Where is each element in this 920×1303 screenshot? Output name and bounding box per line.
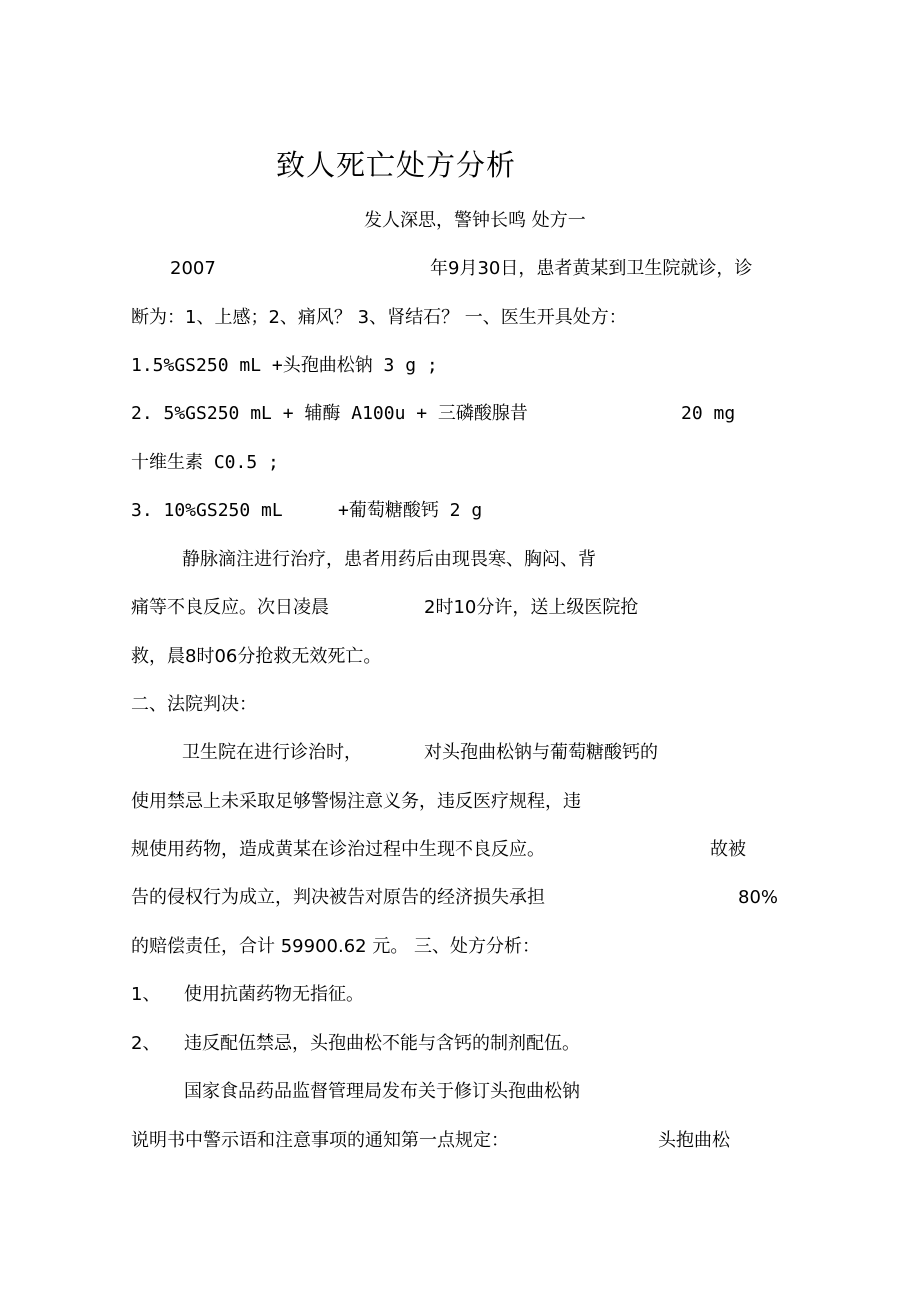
line-1-text: 年9月30日，患者黄某到卫生院就诊，诊 [430, 258, 753, 279]
section-court-heading: 二、法院判决： [131, 694, 257, 715]
line-13a: 规使用药物，造成黄某在诊治过程中生现不良反应。 [131, 839, 545, 860]
item-1-text: 使用抗菌药物无指征。 [184, 984, 364, 1005]
line-3-rx1: 1.5%GS250 mL +头孢曲松钠 3 g ; [131, 355, 438, 376]
line-11a: 卫生院在进行诊治时， [182, 742, 362, 763]
item-1-number: 1、 [131, 984, 161, 1005]
line-9: 救，晨8时06分抢救无效死亡。 [131, 646, 382, 667]
line-7: 静脉滴注进行治疗，患者用药后由现畏寒、胸闷、背 [182, 549, 596, 570]
line-4-dose: 20 mg [681, 403, 736, 424]
line-6-rx3: 3. 10%GS250 mL [131, 500, 283, 521]
line-6-calcium: +葡萄糖酸钙 2 g [338, 500, 483, 521]
line-12: 使用禁忌上未采取足够警惕注意义务，违反医疗规程，违 [131, 791, 581, 812]
item-2-text: 违反配伍禁忌，头孢曲松不能与含钙的制剂配伍。 [184, 1033, 580, 1054]
line-19b: 头抱曲松 [658, 1130, 730, 1151]
line-5-vitamin: 十维生素 C0.5 ; [131, 452, 279, 473]
line-4-rx2: 2. 5%GS250 mL + 辅酶 A100u + 三磷酸腺昔 [131, 403, 528, 424]
line-19a: 说明书中警示语和注意事项的通知第一点规定： [131, 1130, 509, 1151]
line-1-year: 2007 [170, 258, 216, 279]
line-8a: 痛等不良反应。次日凌晨 [131, 597, 329, 618]
line-8b: 2时10分许，送上级医院抢 [424, 597, 639, 618]
line-14a: 告的侵权行为成立，判决被告对原告的经济损失承担 [131, 887, 545, 908]
line-18: 国家食品药品监督管理局发布关于修订头孢曲松钠 [184, 1081, 580, 1102]
item-2-number: 2、 [131, 1033, 161, 1054]
line-14b: 80% [738, 887, 779, 908]
subtitle: 发人深思，警钟长鸣 处方一 [364, 210, 586, 231]
line-2-diagnosis: 断为：1、上感；2、痛风？ 3、肾结石？ 一、医生开具处方： [131, 307, 627, 328]
line-13b: 故被 [710, 839, 746, 860]
line-11b: 对头孢曲松钠与葡萄糖酸钙的 [424, 742, 658, 763]
line-15: 的赔偿责任，合计 59900.62 元。 三、处方分析： [131, 936, 541, 957]
document-title: 致人死亡处方分析 [276, 148, 517, 182]
